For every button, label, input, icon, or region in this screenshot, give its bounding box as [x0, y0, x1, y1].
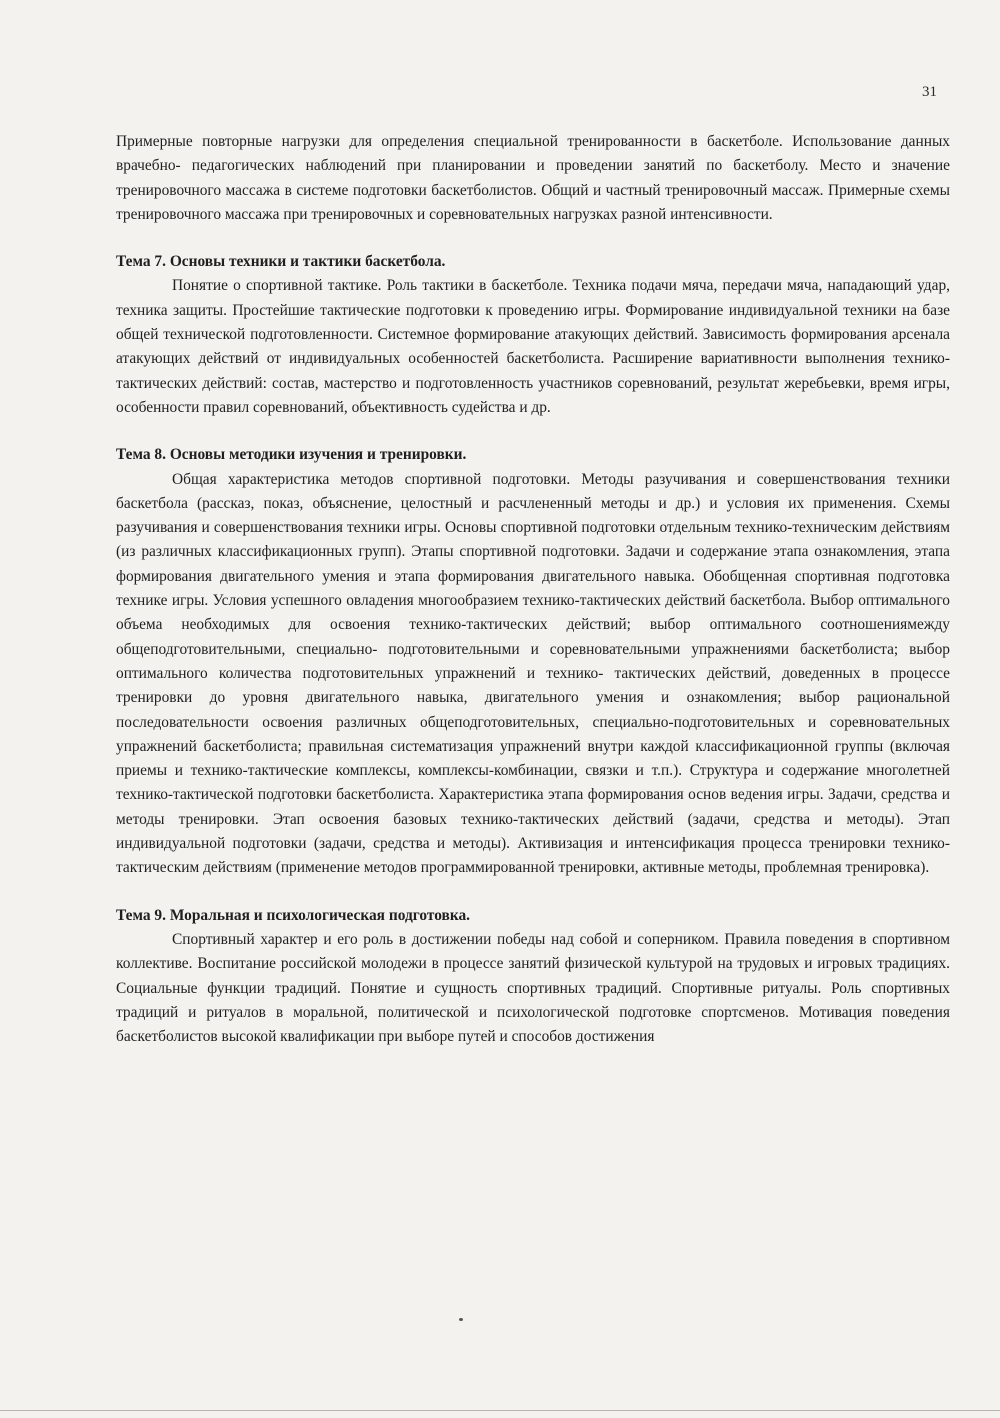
section-heading: Тема 9. Моральная и психологическая подготовка. — [116, 906, 471, 924]
section-heading: Тема 7. Основы техники и тактики баскетбола. — [116, 253, 446, 271]
section-body: Спортивный характер и его роль в достижении победы над собой и соперником. Правила поведения в спортивном коллективе. Воспитание российской молодежи в процессе занятий физической культурой на трудовых и игровых традициях. Социальные функции традиций. Понятие и сущность спортивных традиций. Спортивные ритуалы. Роль спортивных традиций и ритуалов в моральной, политической и психологической подготовке спортсменов. Мотивация поведения баскетболистов высокой квалификации при выборе путей и способов достижения — [116, 930, 950, 1046]
section-heading: Тема 8. Основы методики изучения и тренировки. — [116, 446, 467, 464]
section-topic-7 — [116, 250, 950, 420]
section-topic-9 — [116, 904, 950, 1050]
section-body: Понятие о спортивной тактике. Роль тактики в баскетболе. Техника подачи мяча, передачи мяча, нападающий удар, техника защиты. Простейшие тактические подготовки к проведению игры. Формирование индивидуальной техники на базе общей технической подготовленности. Системное формирование атакующих действий. Зависимость формирования арсенала атакующих действий от индивидуальных особенностей баскетболиста. Расширение вариативности выполнения технико-тактических действий: состав, мастерство и подготовленность участников соревнований, результат жеребьевки, время игры, особенности правил соревнований, объективность судейства и др. — [116, 277, 950, 416]
scan-edge-line — [0, 1410, 1000, 1411]
page-content — [116, 130, 950, 1049]
scan-speck — [459, 1318, 463, 1321]
intro-paragraph: Примерные повторные нагрузки для определения специальной тренированности в баскетболе. Использование данных врачебно- педагогических наблюдений при планировании и проведении занятий по баскетболу. Место и значение тренировочного массажа в системе подготовки баскетболистов. Общий и частный тренировочный массаж. Примерные схемы тренировочного массажа при тренировочных и соревновательных нагрузках разной интенсивности. — [116, 133, 950, 223]
section-topic-8 — [116, 443, 950, 880]
page-number: 31 — [922, 84, 937, 100]
section-body: Общая характеристика методов спортивной подготовки. Методы разучивания и совершенствования техники баскетбола (рассказ, показ, объяснение, целостный и расчлененный методы и др.) и условия их применения. Схемы разучивания и совершенствования техники игры. Основы спортивной подготовки отдельным технико-техническим действиям (из различных классификационных групп). Этапы спортивной подготовки. Задачи и содержание этапа ознакомления, этапа формирования двигательного умения и этапа формирования двигательного навыка. Обобщенная спортивная подготовка технике игры. Условия успешного овладения многообразием технико-тактических действий баскетбола. Выбор оптимального объема необходимых для освоения технико-тактических действий; выбор оптимального соотношениямежду общеподготовительными, специально- подготовительными и соревновательными упражнениями баскетболиста; выбор оптимального количества подготовительных упражнений и технико- тактических действий, доведенных в процессе тренировки до уровня двигательного навыка, двигательного умения и ознакомления; выбор рациональной последовательности освоения различных общеподготовительных, специально-подготовительных и соревновательных упражнений баскетболиста; правильная систематизация упражнений внутри каждой классификационной группы (включая приемы и технико-тактические комплексы, комплексы-комбинации, связки и т.п.). Структура и содержание многолетней технико-тактической подготовки баскетболиста. Характеристика этапа формирования основ ведения игры. Задачи, средства и методы тренировки. Этап освоения базовых технико-тактических действий (задачи, средства и методы). Этап индивидуальной подготовки (задачи, средства и методы). Активизация и интенсификация процесса тренировки технико- тактическим действиям (применение методов программированной тренировки, активные методы, проблемная тренировка). — [116, 470, 950, 877]
